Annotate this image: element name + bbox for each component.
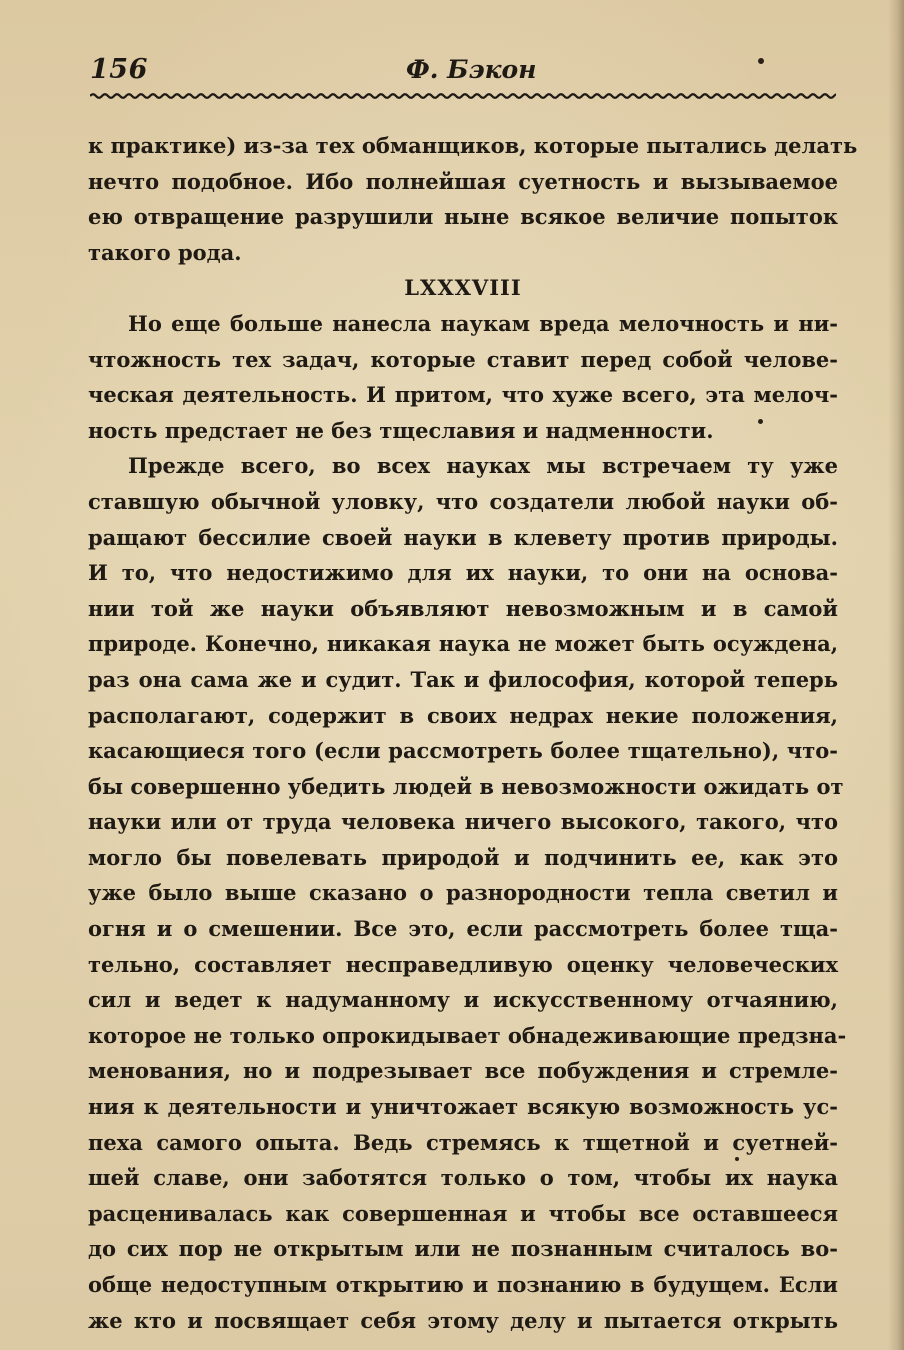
text-line: менования, но и подрезывает все побуждения и стремле- bbox=[88, 1058, 838, 1084]
text-line: ность предстает не без тщеславия и надменности. bbox=[88, 417, 714, 443]
text-line: ею отвращение разрушили ныне всякое величие попыток bbox=[88, 204, 838, 230]
text-line: ставшую обычной уловку, что создатели любой науки об- bbox=[88, 488, 838, 514]
text-line: такого рода. bbox=[88, 239, 242, 265]
text-line: сил и ведет к надуманному и искусственному отчаянию, bbox=[88, 987, 838, 1013]
text-line: расценивалась как совершенная и чтобы все оставшееся bbox=[88, 1200, 838, 1226]
text-line: которое не только опрокидывает обнадеживающие предзна- bbox=[88, 1022, 847, 1048]
running-head: Ф. Бэкон bbox=[406, 55, 537, 84]
decorative-wavy-rule bbox=[90, 92, 836, 100]
text-line: природе. Конечно, никакая наука не может быть осуждена, bbox=[88, 631, 838, 657]
text-line: пеха самого опыта. Ведь стремясь к тщетной и суетней- bbox=[88, 1129, 838, 1155]
text-line: уже было выше сказано о разнородности тепла светил и bbox=[88, 880, 838, 906]
page-number: 156 bbox=[90, 54, 148, 85]
text-line: же кто и посвящает себя этому делу и пытается открыть bbox=[88, 1307, 838, 1333]
text-line: раз она сама же и судит. Так и философия, которой теперь bbox=[88, 666, 838, 692]
text-line: науки или от труда человека ничего высокого, такого, что bbox=[88, 809, 838, 835]
text-line: бы совершенно убедить людей в невозможности ожидать от bbox=[88, 773, 844, 799]
text-line: обще недоступным открытию и познанию в будущем. Если bbox=[88, 1272, 838, 1297]
text-line: нечто подобное. Ибо полнейшая суетность и вызываемое bbox=[88, 168, 838, 194]
text-line: огня и о смешении. Все это, если рассмотреть более тща- bbox=[88, 916, 838, 942]
body-text bbox=[88, 128, 858, 1338]
text-line: Но еще больше нанесла наукам вреда мелочность и ни- bbox=[128, 310, 838, 336]
text-line: тельно, составляет несправедливую оценку человеческих bbox=[88, 951, 838, 977]
text-line: располагают, содержит в своих недрах некие положения, bbox=[88, 702, 838, 728]
text-line: до сих пор не открытым или не познанным считалось во- bbox=[88, 1236, 838, 1262]
page-header bbox=[90, 52, 836, 92]
text-line: могло бы повелевать природой и подчинить ее, как это bbox=[88, 844, 838, 870]
text-line: Прежде всего, во всех науках мы встречаем ту уже bbox=[128, 453, 838, 479]
text-line: И то, что недостижимо для их науки, то они на основа- bbox=[88, 560, 838, 586]
text-line: к практике) из-за тех обманщиков, которые пытались делать bbox=[88, 133, 858, 158]
text-line: нии той же науки объявляют невозможным и в самой bbox=[88, 595, 838, 621]
section-heading: LXXXVIII bbox=[404, 275, 522, 301]
text-line: чтожность тех задач, которые ставит перед собой челове- bbox=[88, 346, 838, 372]
text-line: ческая деятельность. И притом, что хуже всего, эта мелоч- bbox=[88, 382, 838, 408]
text-line: ращают бессилие своей науки в клевету против природы. bbox=[88, 524, 838, 550]
text-line: шей славе, они заботятся только о том, чтобы их наука bbox=[88, 1165, 838, 1191]
text-line: ния к деятельности и уничтожает всякую возможность ус- bbox=[88, 1094, 838, 1120]
page-edge-shadow bbox=[888, 0, 904, 1350]
text-line: касающиеся того (если рассмотреть более тщательно), что- bbox=[88, 738, 838, 764]
